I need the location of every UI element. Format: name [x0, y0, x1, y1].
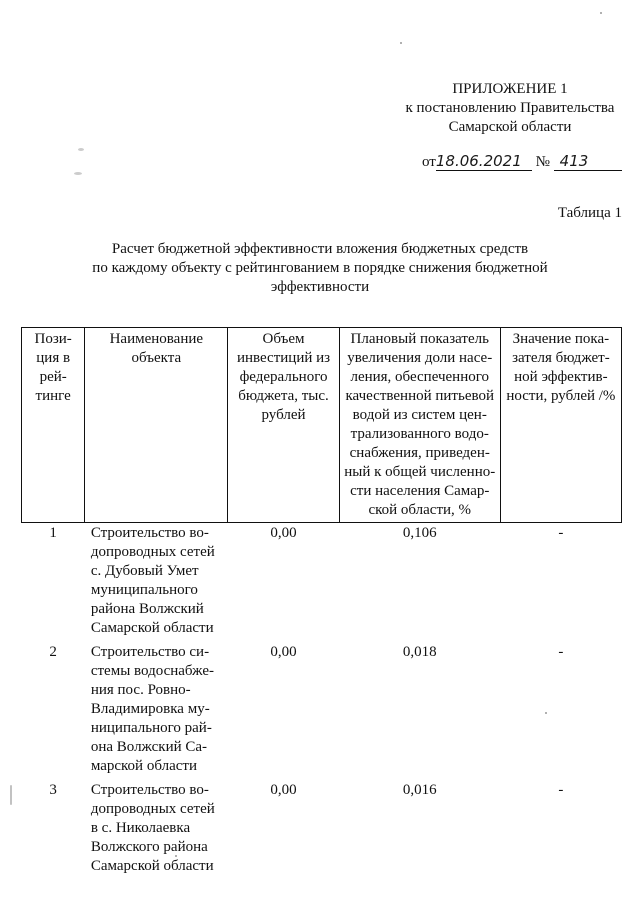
cell-position: 1	[49, 525, 57, 541]
scan-speck	[10, 785, 12, 805]
order-number-label: №	[535, 154, 550, 170]
cell-efficiency: -	[558, 525, 564, 541]
cell-indicator: 0,018	[402, 644, 437, 660]
table-row	[22, 642, 622, 780]
document-title	[60, 240, 580, 297]
cell-position: 2	[49, 644, 57, 660]
cell-object-name: Строительство во-допроводных сетей в с. Николаевка Волжского района Самарской области	[90, 782, 215, 874]
order-reference	[422, 152, 622, 171]
cell-object-name: Строительство си-стемы водоснабже-ния пос. Ровно-Владимировка му-ниципального рай-она Волжский Са-марской области	[90, 644, 214, 774]
cell-investment: 0,00	[270, 644, 297, 660]
cell-investment: 0,00	[270, 525, 297, 541]
cell-indicator: 0,016	[402, 782, 437, 798]
header-position: Пози-ция в рей-тинге	[22, 328, 85, 523]
scan-speck	[545, 712, 547, 714]
scan-speck	[78, 148, 84, 151]
order-number: 413	[554, 152, 622, 171]
title-line-3: эффективности	[270, 279, 370, 295]
title-line-1: Расчет бюджетной эффективности вложения бюджетных средств	[111, 241, 529, 257]
scan-speck	[74, 172, 82, 175]
title-line-2: по каждому объекту с рейтингованием в порядке снижения бюджетной	[92, 260, 548, 276]
header-efficiency: Значение пока-зателя бюджет-ной эффектив-ности, рублей /%	[500, 328, 621, 523]
header-indicator: Плановый показатель увеличения доли насе-ления, обеспеченного качественной питьевой водой из систем цен-трализованного водо-снабжения, приведен-ный к общей численно-сти населения Самар-ской области, %	[339, 328, 500, 523]
scan-speck	[600, 12, 602, 14]
header-investment: Объем инвестиций из федерального бюджета, тыс. рублей	[228, 328, 339, 523]
cell-object-name: Строительство во-допроводных сетей с. Дубовый Умет муниципального района Волжский Самарской области	[90, 525, 215, 636]
appendix-header	[395, 80, 625, 137]
appendix-line-2: Самарской области	[448, 119, 572, 135]
appendix-title: ПРИЛОЖЕНИЕ 1	[452, 81, 568, 97]
table-row	[22, 780, 622, 880]
cell-efficiency: -	[558, 782, 564, 798]
appendix-line-1: к постановлению Правительства	[405, 100, 615, 116]
scan-speck	[175, 855, 177, 857]
cell-position: 3	[49, 782, 57, 798]
table-row	[22, 523, 622, 643]
efficiency-table	[21, 327, 622, 880]
header-object-name: Наименование объекта	[85, 328, 228, 523]
cell-efficiency: -	[558, 644, 564, 660]
table-header-row	[22, 328, 622, 523]
order-date: 18.06.2021	[436, 152, 532, 171]
cell-indicator: 0,106	[402, 525, 437, 541]
cell-investment: 0,00	[270, 782, 297, 798]
order-from-label: от	[422, 154, 436, 170]
scan-speck	[400, 42, 402, 44]
table-number: Таблица 1	[557, 205, 622, 221]
